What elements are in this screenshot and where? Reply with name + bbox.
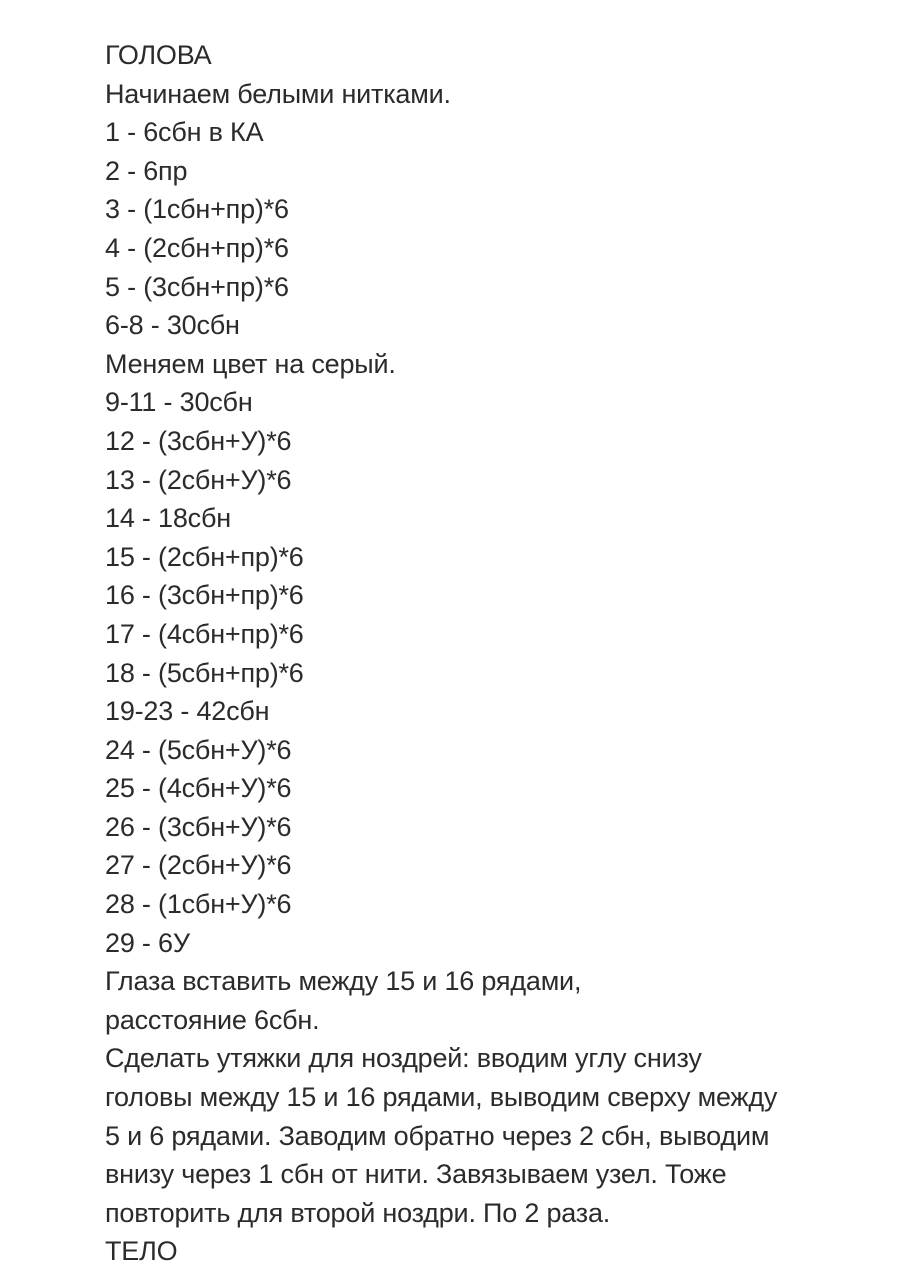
row-instruction: 28 - (1сбн+У)*6 bbox=[105, 889, 292, 920]
section-title-head: ГОЛОВА bbox=[105, 40, 212, 70]
row-instruction: 4 - (2сбн+пр)*6 bbox=[105, 232, 289, 263]
row-instruction: 5 - (3сбн+пр)*6 bbox=[105, 271, 289, 302]
row-instruction: 16 - (3сбн+пр)*6 bbox=[105, 580, 304, 611]
row-instruction: 2 - 6пр bbox=[105, 155, 188, 186]
row-instruction: 25 - (4сбн+У)*6 bbox=[105, 773, 292, 804]
row-instruction: 19-23 - 42сбн bbox=[105, 696, 270, 727]
eyes-note: Глаза вставить между 15 и 16 рядами, расстояние 6сбн. bbox=[105, 966, 582, 1035]
row-instruction: 29 - 6У bbox=[105, 927, 190, 958]
row-instruction: 17 - (4сбн+пр)*6 bbox=[105, 618, 304, 649]
row-instruction: 18 - (5сбн+пр)*6 bbox=[105, 657, 304, 688]
row-instruction: 13 - (2сбн+У)*6 bbox=[105, 464, 292, 495]
row-instruction: 12 - (3сбн+У)*6 bbox=[105, 425, 292, 456]
pattern-document bbox=[105, 36, 865, 1271]
intro-text: Начинаем белыми нитками. bbox=[105, 78, 451, 109]
row-instruction: 3 - (1сбн+пр)*6 bbox=[105, 194, 289, 225]
row-instruction: 9-11 - 30сбн bbox=[105, 387, 253, 418]
row-instruction: 26 - (3сбн+У)*6 bbox=[105, 811, 292, 842]
row-instruction: 1 - 6сбн в КА bbox=[105, 117, 264, 148]
row-instruction: 15 - (2сбн+пр)*6 bbox=[105, 541, 304, 572]
row-instruction: 27 - (2сбн+У)*6 bbox=[105, 850, 292, 881]
row-instruction: 14 - 18сбн bbox=[105, 503, 231, 534]
nostrils-note: Сделать утяжки для ноздрей: вводим углу снизу головы между 15 и 16 рядами, выводим сверху между 5 и 6 рядами. Заводим обратно через 2 сбн, выводим внизу через 1 сбн от нити. Завязываем узел. Тоже повторить для второй ноздри. По 2 раза. bbox=[105, 1043, 778, 1228]
section-title-body: ТЕЛО bbox=[105, 1236, 178, 1267]
row-instruction: 24 - (5сбн+У)*6 bbox=[105, 734, 292, 765]
color-change-note: Меняем цвет на серый. bbox=[105, 348, 396, 379]
row-instruction: 6-8 - 30сбн bbox=[105, 310, 240, 341]
